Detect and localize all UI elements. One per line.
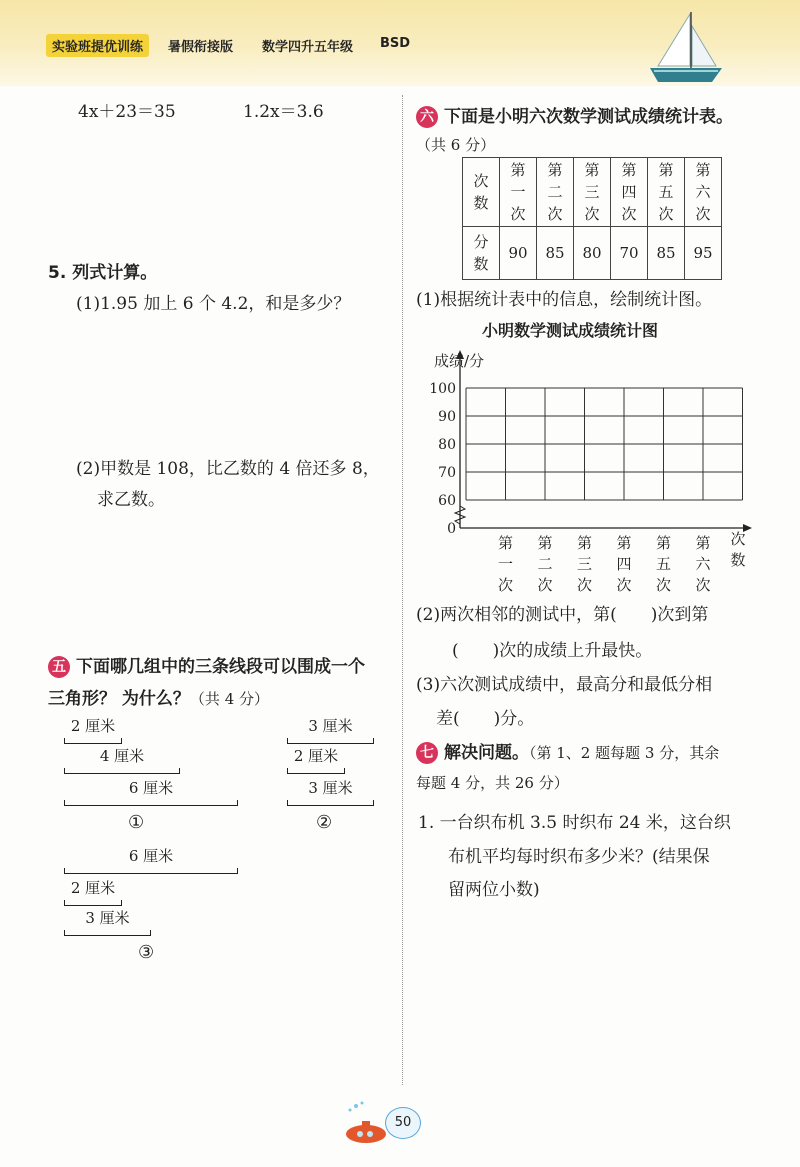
score-chart xyxy=(412,344,772,594)
q5-part2-line1: (2)甲数是 108，比乙数的 4 倍还多 8， xyxy=(76,459,380,479)
problem-1-line3: 留两位小数) xyxy=(448,880,540,900)
y-tick-label: 0 xyxy=(447,521,456,537)
page-number: 50 xyxy=(385,1107,421,1139)
segment-group1-a xyxy=(64,716,122,744)
y-tick-label: 80 xyxy=(438,437,456,453)
x-tick-label: 第五次 xyxy=(655,534,672,594)
q6-part2-line2: ( )次的成绩上升最快。 xyxy=(452,641,653,661)
segment-label: 4 厘米 xyxy=(99,747,145,765)
score-table xyxy=(462,157,722,280)
q5-part2-line2: 求乙数。 xyxy=(97,490,165,510)
segment-group3-c xyxy=(64,908,151,936)
segment-group2-c xyxy=(287,778,374,806)
chart-title: 小明数学测试成绩统计图 xyxy=(482,321,659,340)
segment-label: 3 厘米 xyxy=(85,909,130,927)
sailboat-icon xyxy=(628,8,728,84)
segment-group2-a xyxy=(287,716,374,744)
table-cell: 90 xyxy=(500,227,537,280)
segment-label: 3 厘米 xyxy=(308,779,353,797)
problem-1-line2: 布机平均每时织布多少米？(结果保 xyxy=(448,847,710,867)
section-7-title: 解决问题。 xyxy=(444,743,529,763)
y-tick-label: 90 xyxy=(438,409,456,425)
segment-label: 2 厘米 xyxy=(70,879,116,897)
section-5-points: （共 4 分） xyxy=(189,690,270,708)
q6-part1: (1)根据统计表中的信息，绘制统计图。 xyxy=(416,290,713,310)
segment-label: 2 厘米 xyxy=(70,717,116,735)
group3-mark: ③ xyxy=(138,942,155,963)
x-tick-label: 第三次 xyxy=(576,534,593,594)
y-tick-label: 60 xyxy=(438,493,456,509)
table-col-header: 第二次 xyxy=(547,161,563,223)
chart-grid xyxy=(466,388,743,500)
table-col-header: 第五次 xyxy=(658,161,674,223)
y-tick-label: 100 xyxy=(429,381,456,397)
x-tick-label: 第四次 xyxy=(616,534,632,594)
section-5-title-line2: 三角形？ 为什么？ xyxy=(48,689,190,709)
version-label: BSD xyxy=(380,36,411,51)
table-cell: 80 xyxy=(574,227,611,280)
equation-2: 1.2x＝3.6 xyxy=(243,102,324,122)
table-col-header: 第四次 xyxy=(621,161,637,223)
equation-1: 4x＋23＝35 xyxy=(78,102,176,122)
section-6-title: 下面是小明六次数学测试成绩统计表。 xyxy=(444,107,733,127)
problem-1-line1: 1. 一台织布机 3.5 时织布 24 米，这台织 xyxy=(418,813,731,833)
section-6-heading xyxy=(416,102,733,128)
q6-part2-line1: (2)两次相邻的测试中，第( )次到第 xyxy=(416,605,709,625)
x-tick-label: 第二次 xyxy=(537,534,553,594)
x-tick-label: 第一次 xyxy=(497,534,514,594)
section-7-badge: 七 xyxy=(416,742,438,764)
segment-label: 2 厘米 xyxy=(293,747,339,765)
table-cell: 85 xyxy=(648,227,685,280)
edition-label: 暑假衔接版 xyxy=(168,40,234,55)
table-cell: 95 xyxy=(685,227,722,280)
section-5-heading-line2 xyxy=(48,684,269,709)
section-7-points-line1: （第 1、2 题每题 3 分，其余 xyxy=(529,744,720,762)
section-5-title-line1: 下面哪几组中的三条线段可以围成一个 xyxy=(76,657,365,677)
page-header xyxy=(0,0,800,86)
q6-part3-line1: (3)六次测试成绩中，最高分和最低分相 xyxy=(416,675,713,695)
group1-mark: ① xyxy=(128,812,145,833)
x-tick-label: 第六次 xyxy=(695,534,711,594)
x-axis-label: 次数 xyxy=(730,530,746,569)
y-axis-label: 成绩/分 xyxy=(434,352,485,370)
table-row-header: 分数 xyxy=(473,233,489,273)
segment-label: 6 厘米 xyxy=(128,847,174,865)
segment-group1-b xyxy=(64,746,180,774)
section-6-badge: 六 xyxy=(416,106,438,128)
table-cell: 85 xyxy=(537,227,574,280)
table-col-header: 第三次 xyxy=(584,161,600,223)
section-6-points: （共 6 分） xyxy=(416,136,496,154)
table-row-header: 次数 xyxy=(473,172,489,212)
q5-title: 5. 列式计算。 xyxy=(48,263,158,283)
segment-group3-b xyxy=(64,878,122,906)
table-cell: 70 xyxy=(611,227,648,280)
q5-part1: (1)1.95 加上 6 个 4.2，和是多少？ xyxy=(76,294,351,314)
section-5-heading xyxy=(48,652,365,678)
series-tag: 实验班提优训练 xyxy=(46,34,149,57)
table-col-header: 第一次 xyxy=(510,161,526,223)
section-5-badge: 五 xyxy=(48,656,70,678)
column-divider xyxy=(402,95,403,1085)
y-tick-label: 70 xyxy=(438,465,456,481)
segment-label: 3 厘米 xyxy=(308,717,353,735)
q6-part3-line2: 差( )分。 xyxy=(436,709,535,729)
submarine-icon xyxy=(340,1100,390,1146)
segment-group3-a xyxy=(64,846,238,874)
section-7-points-line2: 每题 4 分，共 26 分） xyxy=(416,774,569,792)
segment-label: 6 厘米 xyxy=(128,779,174,797)
subject-label: 数学四升五年级 xyxy=(262,40,354,55)
group2-mark: ② xyxy=(316,812,333,833)
section-7-heading xyxy=(416,738,719,764)
segment-group2-b xyxy=(287,746,345,774)
segment-group1-c xyxy=(64,778,238,806)
table-col-header: 第六次 xyxy=(695,161,711,223)
chart-axes xyxy=(455,350,752,532)
